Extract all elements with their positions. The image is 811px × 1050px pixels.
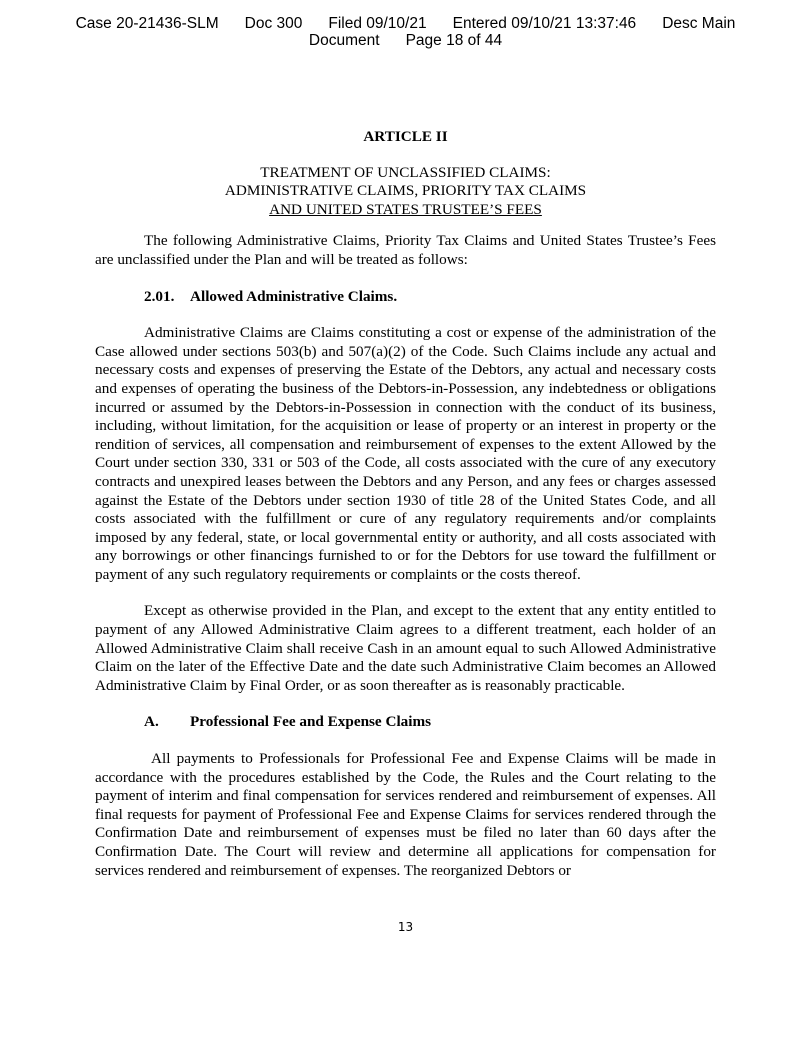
intro-paragraph: The following Administrative Claims, Priority Tax Claims and United States Trustee’s Fees are unclassified under the Plan and will be treated as follows: — [95, 232, 716, 268]
doc-number: Doc 300 — [244, 15, 303, 32]
case-header-line1 — [0, 15, 811, 32]
document-body — [95, 128, 716, 898]
subsection-title: Professional Fee and Expense Claims — [190, 713, 432, 731]
section-title: Allowed Administrative Claims. — [190, 287, 398, 305]
page-of: Page 18 of 44 — [405, 32, 503, 49]
case-header — [0, 15, 811, 49]
administrative-claims-paragraph: Administrative Claims are Claims constituting a cost or expense of the administration of the Case allowed under sections 503(b) and 507(a)(2) of the Code. Such Claims include any actual and necessary costs and expenses of preserving the Estate of the Debtors, any actual and necessary costs and expenses of operating the business of the Debtors-in-Possession, any indebtedness or obligations incurred or assumed by the Debtors-in-Possession in connection with the conduct of its business, including, without limitation, for the acquisition or lease of property or an interest in property or the rendition of services, all compensation and reimbursement of expenses to the extent Allowed by the Court under section 330, 331 or 503 of the Code, all costs associated with the cure of any executory contracts and unexpired leases between the Debtors and any Person, and any fees or charges assessed against the Estate of the Debtors under section 1930 of title 28 of the United States Code, and all costs associated with the fulfillment or cure of any regulatory requirements and/or complaints imposed by any federal, state, or local governmental entity or authority, and all costs associated with any borrowings or other financings furnished to or for the Debtors for use toward the fulfillment or payment of any such regulatory requirements or complaints or the costs thereof. — [95, 324, 716, 583]
document-label: Document — [308, 32, 380, 49]
section-number: 2.01. — [144, 287, 175, 305]
case-number: Case 20-21436-SLM — [75, 15, 219, 32]
section-heading-2-01 — [95, 288, 716, 307]
professional-fee-paragraph: All payments to Professionals for Professional Fee and Expense Claims will be made in accordance with the procedures established by the Code, the Rules and the Court relating to the payment of interim and final compensation for services rendered and reimbursement of expenses. All final requests for payment of Professional Fee and Expense Claims for services rendered through the Confirmation Date and reimbursement of expenses must be filed no later than 60 days after the Confirmation Date. The Court will review and determine all applications for compensation for services rendered and reimbursement of expenses. The reorganized Debtors or — [95, 750, 716, 879]
allowed-claims-paragraph: Except as otherwise provided in the Plan, and except to the extent that any entity entitled to payment of any Allowed Administrative Claim agrees to a different treatment, each holder of an Allowed Administrative Claim shall receive Cash in an amount equal to such Allowed Administrative Claim on the later of the Effective Date and the date such Administrative Claim becomes an Allowed Administrative Claim by Final Order, or as soon thereafter as is reasonably practicable. — [95, 602, 716, 694]
subtitle-line-3 — [95, 201, 716, 220]
entered-date: Entered 09/10/21 13:37:46 — [452, 15, 637, 32]
article-subtitle — [95, 164, 716, 220]
subtitle-line-3-text: AND UNITED STATES TRUSTEE’S FEES — [269, 200, 542, 218]
desc-main: Desc Main — [662, 15, 736, 32]
page-number: 13 — [397, 920, 414, 934]
article-title: ARTICLE II — [363, 128, 448, 145]
subtitle-line-1: TREATMENT OF UNCLASSIFIED CLAIMS: — [260, 163, 551, 181]
filed-date: Filed 09/10/21 — [328, 15, 427, 32]
section-heading-a — [95, 713, 716, 732]
case-header-line2 — [0, 32, 811, 49]
subtitle-line-2: ADMINISTRATIVE CLAIMS, PRIORITY TAX CLAIMS — [224, 182, 587, 200]
subsection-letter: A. — [144, 713, 159, 731]
